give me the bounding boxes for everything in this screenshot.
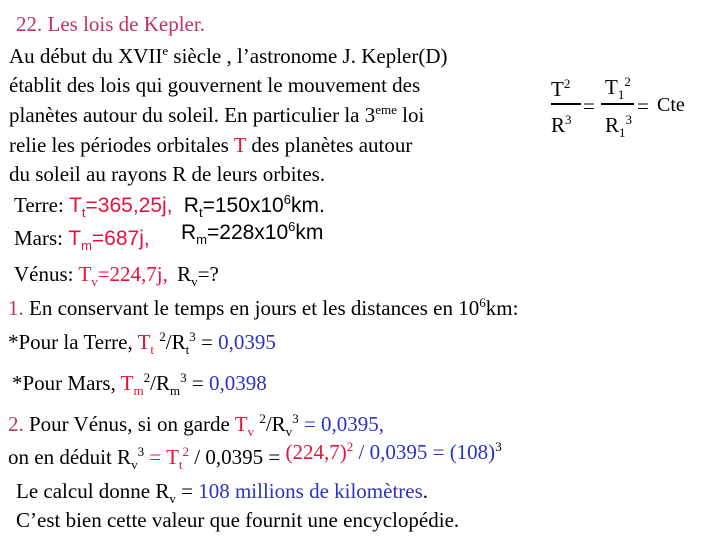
- q2-text: .: [422, 479, 429, 503]
- q2-text: / 0,0395 =: [353, 440, 450, 464]
- title-number: 22.: [16, 12, 43, 36]
- q1-eq: =: [186, 371, 209, 395]
- q1-mars-R: /R: [150, 371, 171, 395]
- period-symbol: T: [233, 133, 247, 157]
- question-number: 2.: [8, 412, 24, 436]
- intro-text: Au début du XVII: [9, 44, 163, 68]
- intro-text: établit des lois qui gouvernent le mouvement des: [9, 73, 421, 97]
- q2-conclusion: [16, 508, 459, 532]
- q2-deduction: [8, 439, 502, 473]
- q2-exp: 3: [137, 444, 145, 459]
- q2-T: T: [234, 412, 248, 436]
- q2-final-value: 108 millions de kilomètres: [198, 479, 423, 503]
- q1-mars-value: 0,0398: [209, 371, 267, 395]
- q2-venus-period: (224,7): [285, 440, 347, 464]
- q2-sub: v: [285, 424, 293, 440]
- intro-text: relie les périodes orbitales: [9, 133, 234, 157]
- question-sup: 6: [479, 295, 486, 310]
- q1-eq: =: [195, 330, 219, 354]
- intro-text: loi: [396, 103, 425, 127]
- planet-venus: [14, 262, 219, 290]
- title-text: Les lois de Kepler.: [42, 12, 205, 36]
- fraction-bar-2: [601, 103, 634, 105]
- q2-sub: v: [131, 457, 138, 473]
- planet-mars: [14, 219, 324, 254]
- q2-text: Le calcul donne R: [16, 479, 170, 503]
- planet-label: Mars:: [14, 226, 63, 250]
- q1-mars-T: T: [120, 371, 134, 395]
- q2-exp: 2: [346, 439, 354, 454]
- question-text: Pour Vénus, si on garde: [23, 412, 235, 436]
- q1-terre-Tsub: t: [150, 342, 155, 358]
- question-text: km:: [485, 296, 519, 320]
- q2-heading: [8, 411, 385, 440]
- terre-period: $T_t=365,25j$,: [69, 194, 173, 221]
- q2-exp: 3: [495, 439, 502, 454]
- title: [16, 12, 205, 36]
- question-number: 1.: [8, 296, 24, 320]
- planet-terre: [14, 192, 325, 221]
- intro-sup: e: [162, 43, 169, 58]
- q2-R: /R: [265, 412, 286, 436]
- intro-line-4: [9, 133, 412, 157]
- q2-value: = 0,0395,: [298, 412, 385, 436]
- q1-exp: 2: [159, 329, 166, 344]
- intro-line-5: [9, 162, 325, 186]
- q1-heading: [8, 296, 518, 320]
- terre-radius: $R_t=150x10^6km$.: [183, 192, 325, 221]
- intro-line-1: [9, 44, 448, 68]
- venus-radius: $R_v=$?: [177, 262, 219, 290]
- formula-eq2: =: [637, 94, 649, 118]
- formula-eq1: =: [583, 94, 595, 118]
- q2-result: (108): [449, 440, 496, 464]
- intro-line-2: [9, 73, 420, 97]
- intro-text: du soleil au rayons R de leurs orbites.: [9, 162, 326, 186]
- question-text: En conservant le temps en jours et les distances en 10: [23, 296, 480, 320]
- q2-conclusion-text: C’est bien cette valeur que fournit une encyclopédie.: [16, 508, 460, 532]
- planet-label: Terre:: [14, 193, 64, 217]
- q1-terre-R: /R: [165, 330, 186, 354]
- q1-mars: [12, 370, 267, 399]
- q2-Tsub: v: [247, 424, 255, 440]
- q1-mars-Tsub: m: [133, 383, 144, 399]
- q2-text: on en déduit R: [8, 445, 132, 469]
- formula-num1: $T^2$: [551, 76, 571, 101]
- q1-terre-label: *Pour la Terre,: [8, 330, 138, 354]
- q1-terre: [8, 329, 276, 358]
- mars-period: $T_m=687j$,: [68, 227, 150, 254]
- intro-line-3: [9, 103, 424, 127]
- q1-exp: 3: [189, 329, 196, 344]
- intro-sup: eme: [375, 102, 397, 117]
- q2-T-expr: = T: [144, 445, 179, 469]
- formula-const: Cte: [657, 94, 685, 116]
- q2-text: =: [175, 479, 199, 503]
- q2-exp: 2: [182, 444, 190, 459]
- q2-sub: t: [178, 457, 183, 473]
- q2-exp: 3: [292, 411, 299, 426]
- intro-text: siècle , l’astronome J. Kepler(D): [168, 44, 448, 68]
- intro-text: des planètes autour: [246, 133, 413, 157]
- q1-sub: m: [170, 383, 181, 399]
- intro-text: planètes autour du soleil. En particulier la 3: [9, 103, 376, 127]
- q2-exp: 2: [259, 411, 266, 426]
- planet-label: Vénus:: [14, 262, 74, 286]
- q2-result: [16, 479, 429, 507]
- formula-den1: $R^3$: [551, 112, 572, 137]
- q1-exp: 2: [143, 370, 151, 385]
- mars-radius: $R_m=228x10^6km$: [180, 219, 324, 248]
- fraction-bar-1: [551, 103, 581, 105]
- q1-terre-T: T: [137, 330, 151, 354]
- q1-sub: t: [185, 342, 190, 358]
- venus-period: $T_v=224,7j$,: [78, 262, 168, 290]
- q2-sub: v: [169, 491, 176, 507]
- q1-mars-label: *Pour Mars,: [12, 371, 121, 395]
- q1-exp: 3: [180, 370, 187, 385]
- formula-den2: $R_1^3$: [605, 112, 633, 141]
- q2-text: / 0,0395 =: [189, 445, 286, 469]
- q1-terre-value: 0,0395: [218, 330, 276, 354]
- formula-num2: $T_1^2$: [605, 74, 631, 103]
